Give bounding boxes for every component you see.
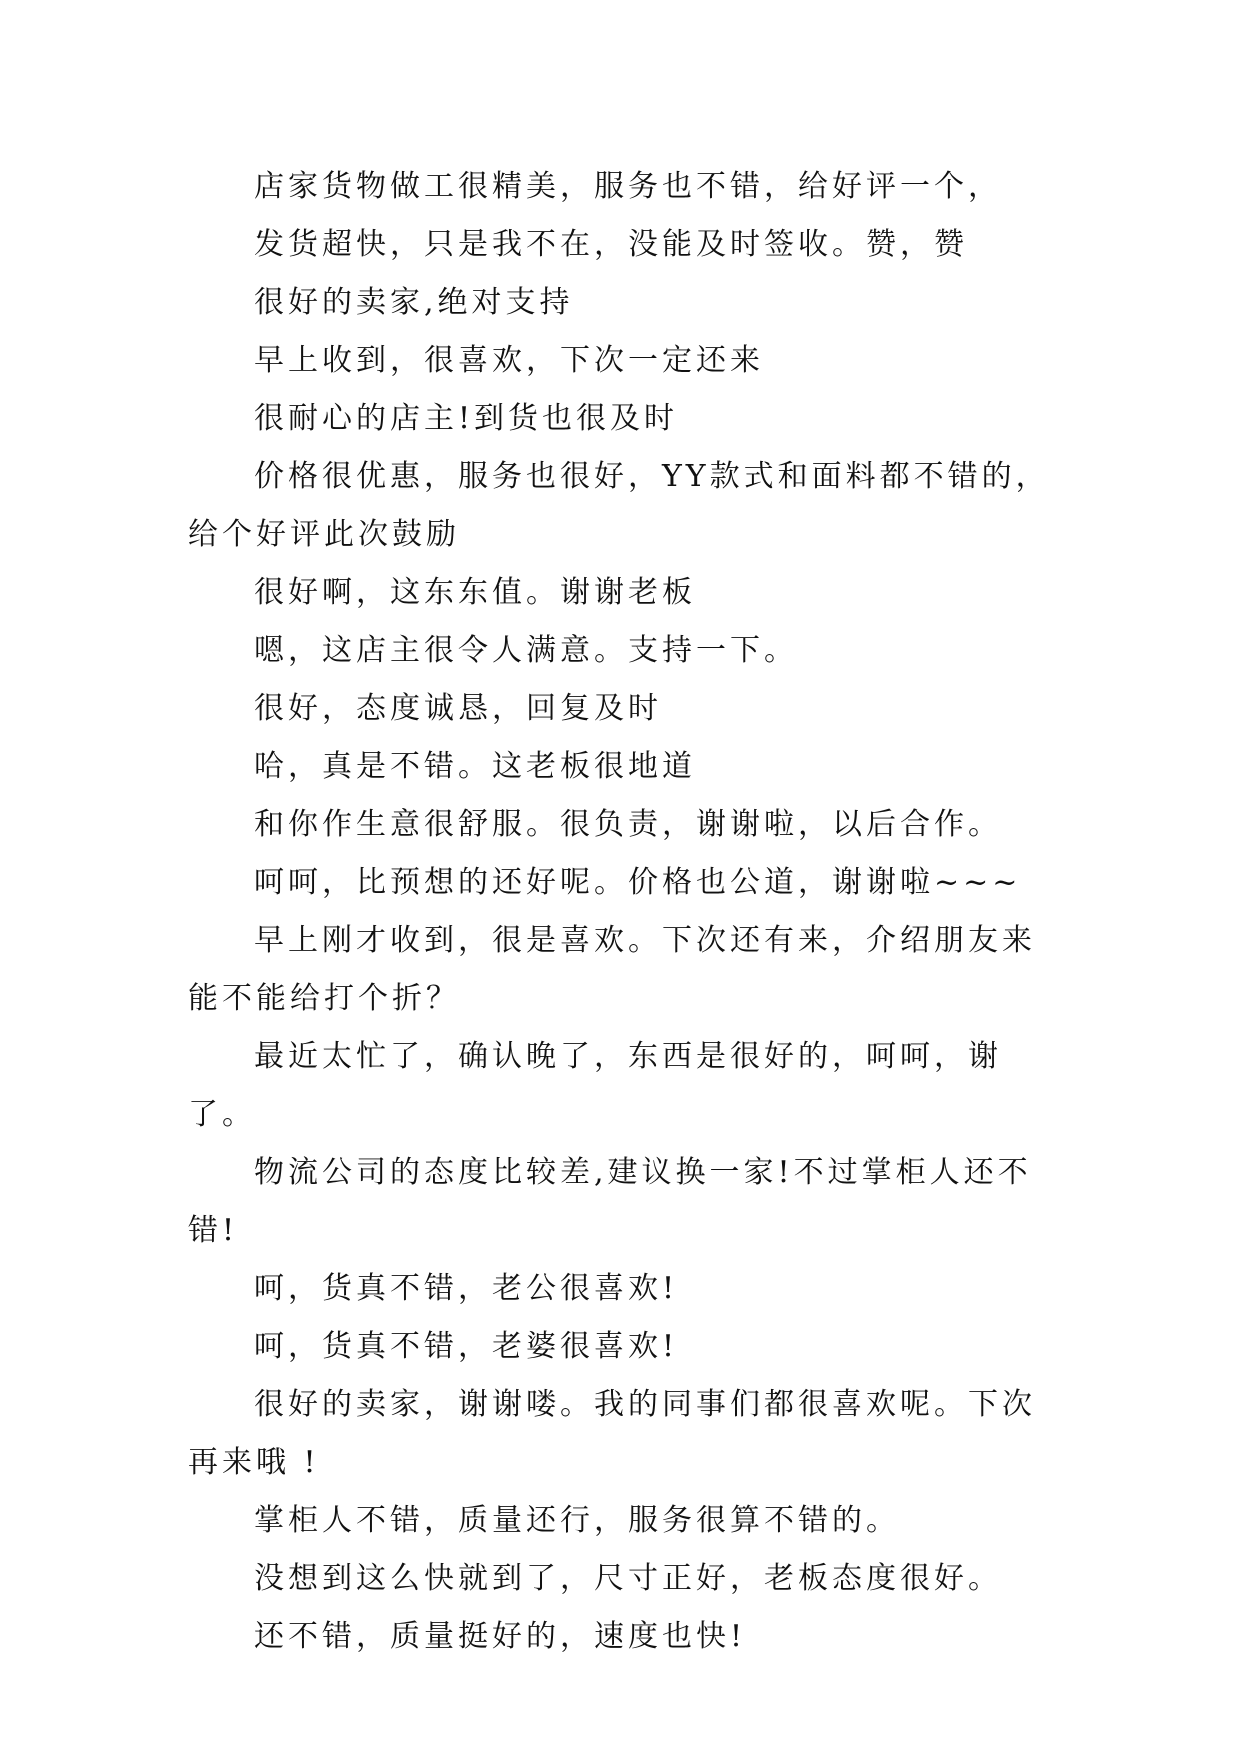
document-body <box>188 158 1068 1666</box>
review-paragraph: 店家货物做工很精美，服务也不错，给好评一个， <box>254 169 1002 204</box>
review-paragraph: 很好啊，这东东值。谢谢老板 <box>254 575 696 610</box>
review-paragraph: 发货超快，只是我不在，没能及时签收。赞，赞 <box>254 227 968 262</box>
review-paragraph: 没想到这么快就到了，尺寸正好，老板态度很好。 <box>254 1561 1002 1596</box>
review-paragraph: 呵，货真不错，老婆很喜欢! <box>254 1329 679 1364</box>
review-paragraph: 和你作生意很舒服。很负责，谢谢啦，以后合作。 <box>254 807 1002 842</box>
review-paragraph: 最近太忙了，确认晚了，东西是很好的，呵呵，谢了。 <box>188 1039 1002 1132</box>
review-paragraph: 价格很优惠，服务也很好，YY款式和面料都不错的，给个好评此次鼓励 <box>188 459 1050 552</box>
review-paragraph: 很好的卖家,绝对支持 <box>254 285 574 320</box>
review-paragraph: 很好，态度诚恳，回复及时 <box>254 691 662 726</box>
review-paragraph: 呵呵，比预想的还好呢。价格也公道，谢谢啦~~~ <box>254 865 1022 900</box>
review-paragraph: 还不错，质量挺好的，速度也快! <box>254 1619 747 1654</box>
review-paragraph: 嗯，这店主很令人满意。支持一下。 <box>254 633 798 668</box>
review-paragraph: 掌柜人不错，质量还行，服务很算不错的。 <box>254 1503 900 1538</box>
review-paragraph: 很好的卖家，谢谢喽。我的同事们都很喜欢呢。下次再来哦 ! <box>188 1387 1036 1480</box>
review-paragraph: 早上刚才收到，很是喜欢。下次还有来，介绍朋友来能不能给打个折？ <box>188 923 1036 1016</box>
review-paragraph: 呵，货真不错，老公很喜欢! <box>254 1271 679 1306</box>
review-paragraph: 哈，真是不错。这老板很地道 <box>254 749 696 784</box>
review-paragraph: 物流公司的态度比较差,建议换一家!不过掌柜人还不错! <box>188 1155 1032 1248</box>
review-paragraph: 很耐心的店主!到货也很及时 <box>254 401 679 436</box>
review-paragraph: 早上收到，很喜欢，下次一定还来 <box>254 343 764 378</box>
